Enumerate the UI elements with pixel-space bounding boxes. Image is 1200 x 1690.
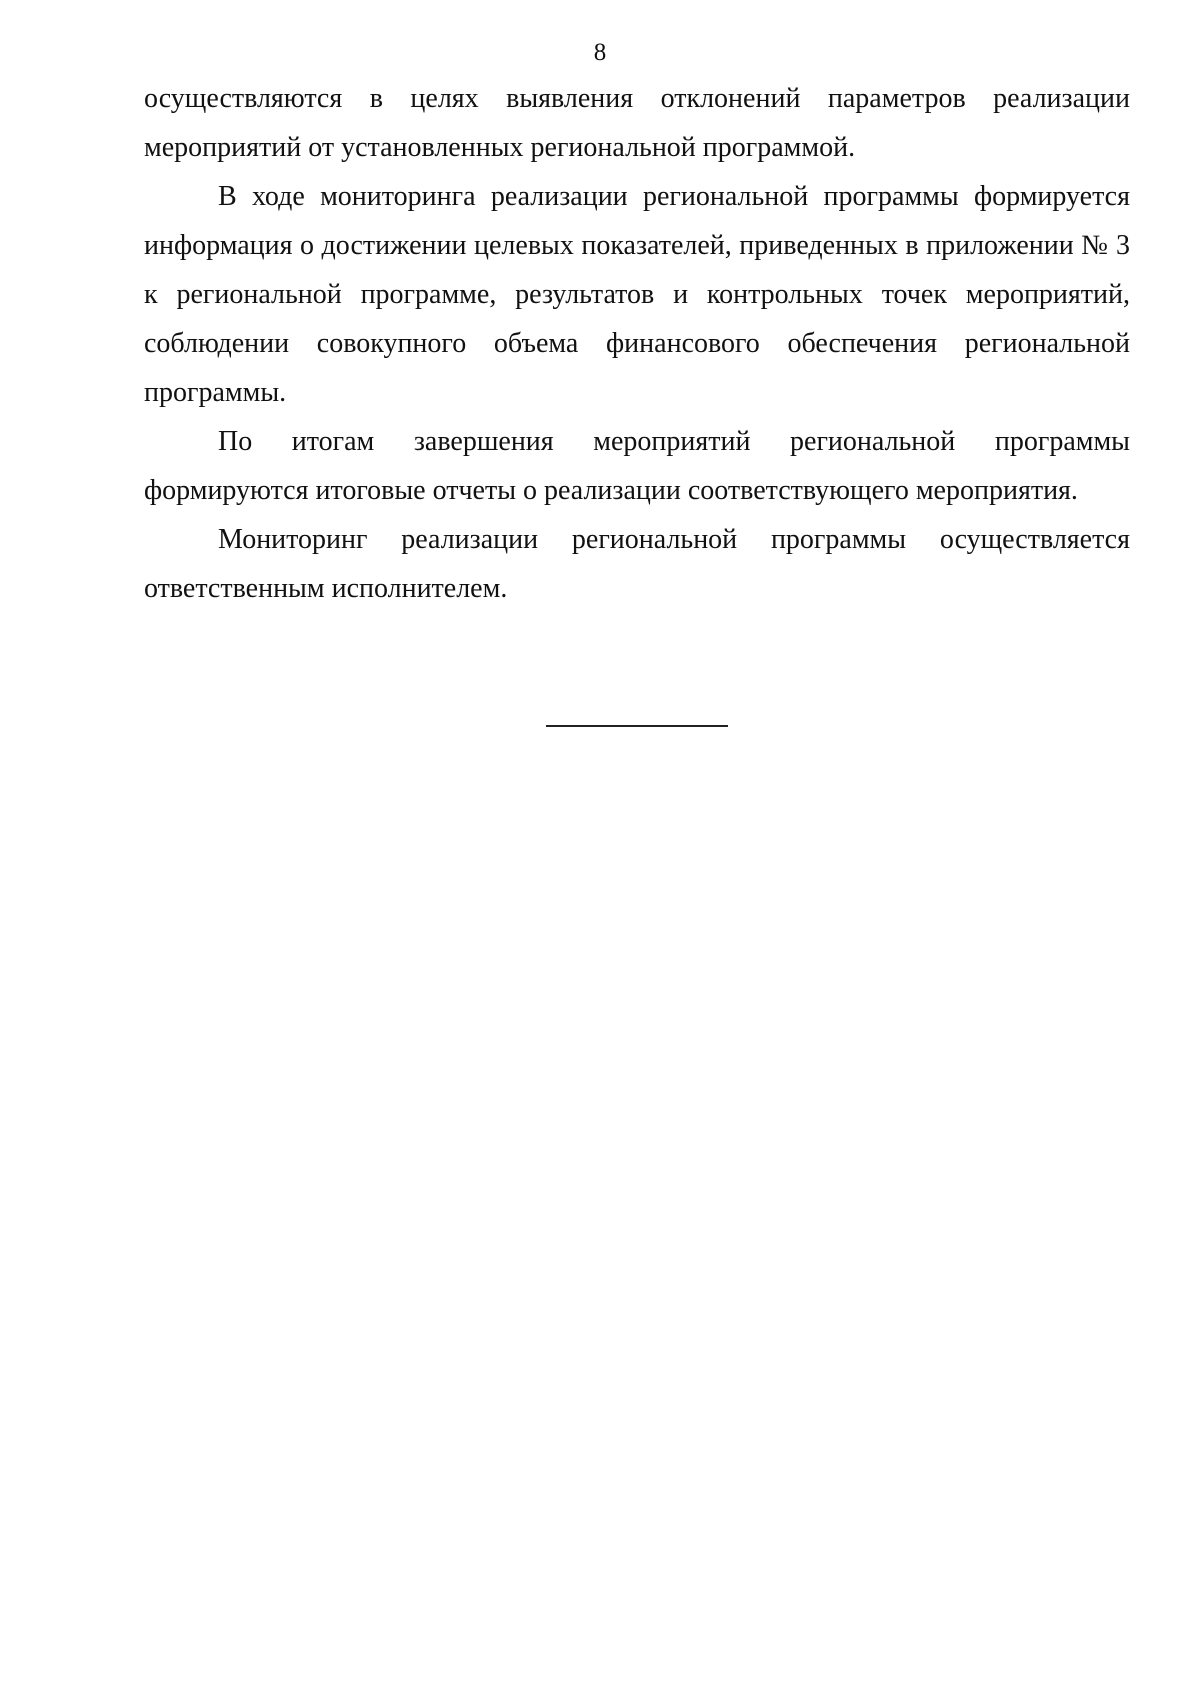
paragraph-continuation: осуществляются в целях выявления отклонений параметров реализации мероприятий от установленных региональной программой. (144, 83, 1130, 163)
paragraph-responsible-executor: Мониторинг реализации региональной программы осуществляется ответственным исполнителем. (144, 524, 1130, 604)
paragraph-final-reports: По итогам завершения мероприятий региональной программы формируются итоговые отчеты о реализации соответствующего мероприятия. (144, 426, 1130, 506)
document-body (144, 74, 1130, 613)
page-number: 8 (593, 39, 607, 66)
paragraph-monitoring-information: В ходе мониторинга реализации региональной программы формируется информация о достижении целевых показателей, приведенных в приложении № 3 к региональной программе, результатов и контрольных точек мероприятий, соблюдении совокупного объема финансового обеспечения региональной программы. (144, 181, 1130, 408)
end-of-text-rule (546, 725, 728, 727)
